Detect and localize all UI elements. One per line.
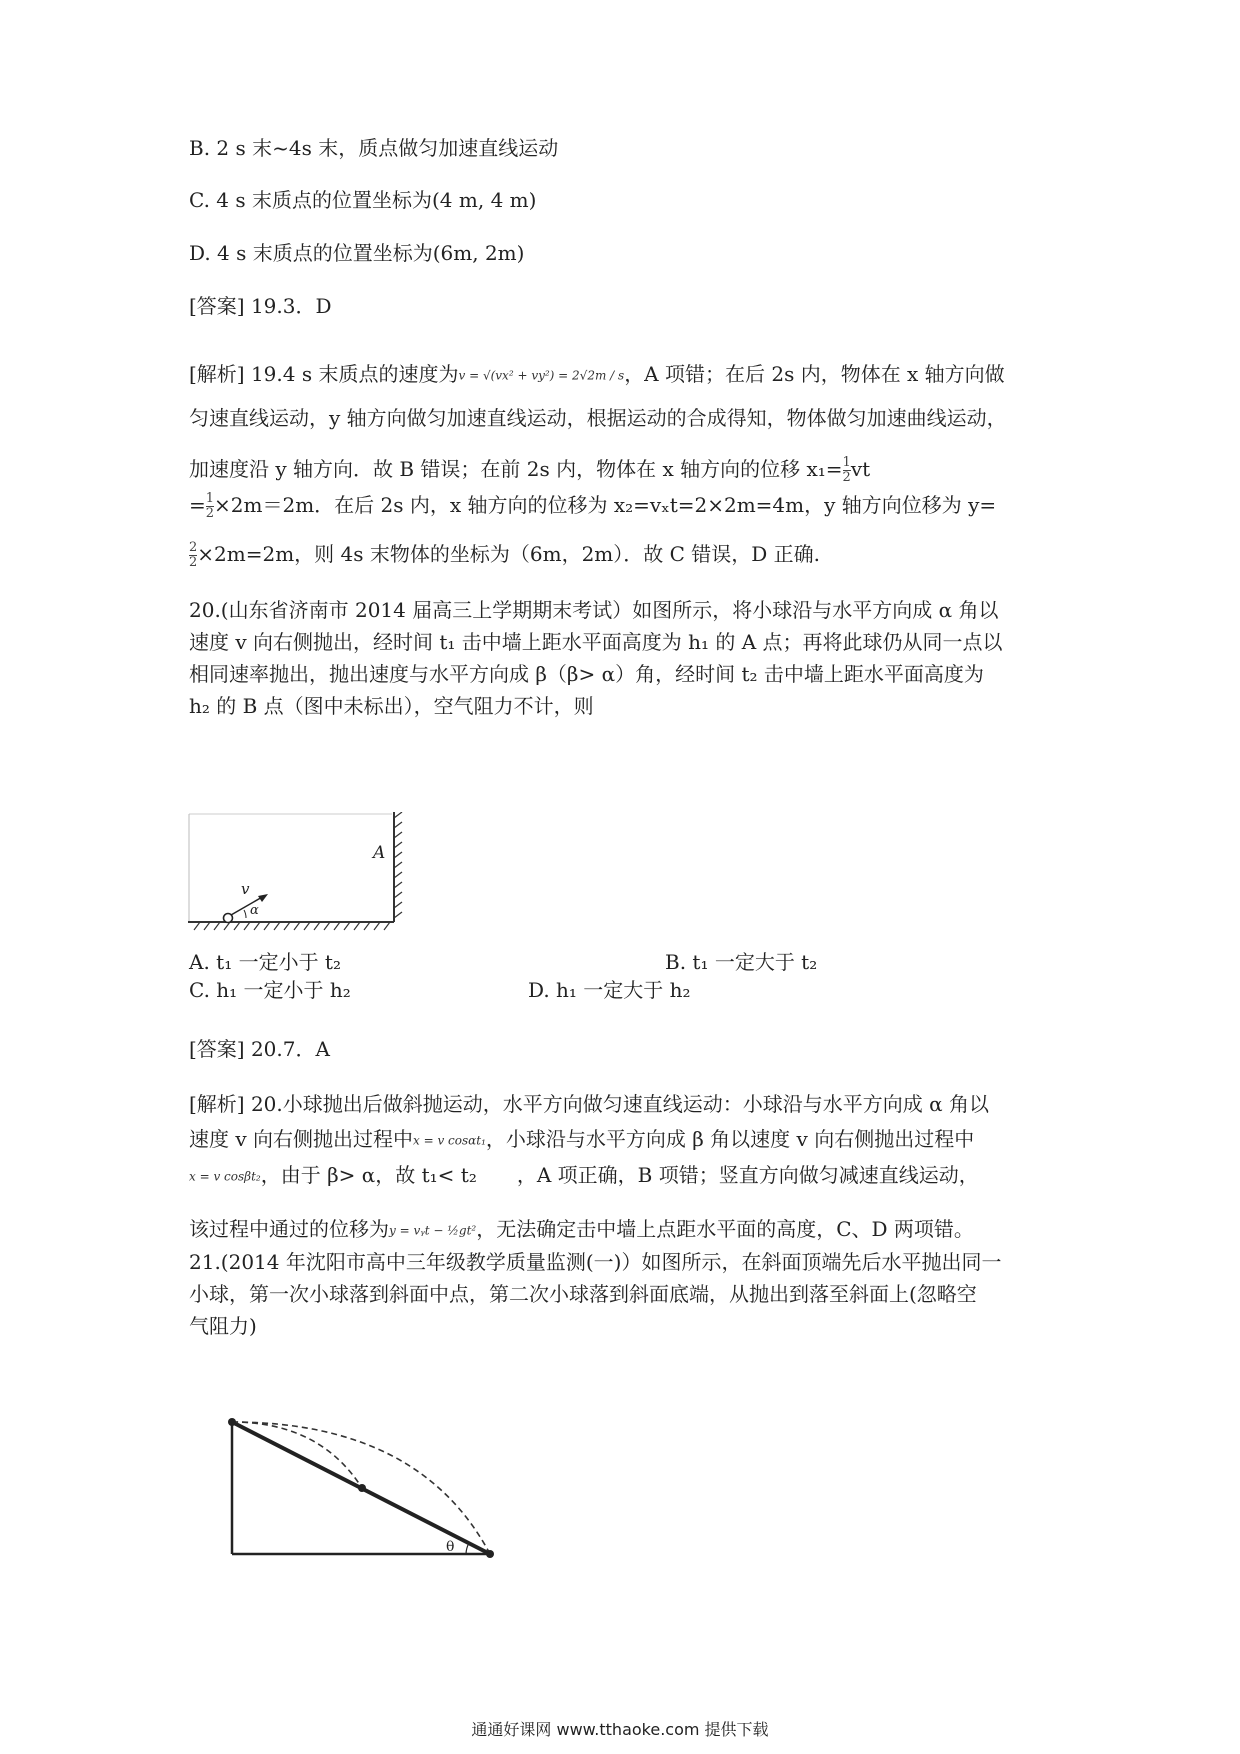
q20-option-c: C. h₁ 一定小于 h₂ <box>189 978 351 1002</box>
q19-analysis-line1 <box>189 362 1005 388</box>
q20-analysis-line1: [解析] 20.小球抛出后做斜抛运动，水平方向做匀速直线运动：小球沿与水平方向成 α 角以 <box>189 1092 989 1116</box>
q19-option-d: D. 4 s 末质点的位置坐标为(6m, 2m) <box>189 241 525 265</box>
q20-analysis-line4 <box>189 1217 974 1243</box>
q19-answer: [答案] 19.3．D <box>189 294 332 318</box>
q19-analysis-text: ×2m=2m，则 4s 末物体的坐标为（6m，2m）．故 C 错误，D 正确. <box>197 542 821 566</box>
q20-analysis-text: 该过程中通过的位移为 <box>189 1217 389 1241</box>
label-a: A <box>373 843 386 863</box>
q20-analysis-text: ，无法确定击中墙上点距水平面的高度，C、D 两项错。 <box>476 1217 974 1241</box>
q19-analysis-line2: 匀速直线运动，y 轴方向做匀加速直线运动，根据运动的合成得知，物体做匀加速曲线运动， <box>189 406 1007 430</box>
q19-option-c: C. 4 s 末质点的位置坐标为(4 m, 4 m) <box>189 188 537 212</box>
page-footer: 通通好课网 www.tthaoke.com 提供下载 <box>471 1720 769 1739</box>
velocity-arrow <box>231 896 264 915</box>
q20-option-d: D. h₁ 一定大于 h₂ <box>528 978 691 1002</box>
q19-analysis-text: ，A 项错；在后 2s 内，物体在 x 轴方向做 <box>624 362 1005 386</box>
q19-analysis-text: ×2m＝2m．在后 2s 内，x 轴方向的位移为 x₂=vₓt=2×2m=4m，y 轴方向位移为 y= <box>214 493 997 517</box>
q20-option-a: A. t₁ 一定小于 t₂ <box>189 950 341 974</box>
label-alpha: α <box>250 903 259 918</box>
q21-figure <box>220 1410 500 1565</box>
fraction-two-halves: $\frac{2}{2}$ <box>189 540 198 570</box>
q19-analysis-text: = <box>189 493 206 517</box>
q19-option-b: B. 2 s 末~4s 末，质点做匀加速直线运动 <box>189 136 559 160</box>
q19-analysis-text: [解析] 19.4 s 末质点的速度为 <box>189 362 459 386</box>
q20-stem-line3: 相同速率抛出，抛出速度与水平方向成 β（β> α）角，经时间 t₂ 击中墙上距水平面高度为 <box>189 662 984 686</box>
q21-stem-line1: 21.(2014 年沈阳市高中三年级教学质量监测(一)）如图所示，在斜面顶端先后水平抛出同一 <box>189 1250 1002 1274</box>
q19-analysis-text: 加速度沿 y 轴方向．故 B 错误；在前 2s 内，物体在 x 轴方向的位移 x₁= <box>189 457 843 481</box>
q20-option-b: B. t₁ 一定大于 t₂ <box>665 950 818 974</box>
formula-x-alpha: x = v cosαt₁ <box>413 1133 486 1148</box>
q19-analysis-line4 <box>189 492 996 521</box>
q20-analysis-text: 速度 v 向右侧抛出过程中 <box>189 1127 414 1151</box>
q20-stem-line1: 20.(山东省济南市 2014 届高三上学期期末考试）如图所示，将小球沿与水平方向成 α 角以 <box>189 598 999 622</box>
q21-stem-line3: 气阻力) <box>189 1314 257 1338</box>
fraction-half: $\frac{1}{2}$ <box>205 491 215 521</box>
label-v: v <box>241 880 250 898</box>
q20-analysis-text: ，由于 β> α，故 t₁< t₂ ，A 项正确，B 项错；竖直方向做匀减速直线运动， <box>260 1163 979 1187</box>
ball-top <box>228 1418 236 1426</box>
q20-answer: [答案] 20.7．A <box>189 1037 330 1061</box>
q21-stem-line2: 小球，第一次小球落到斜面中点，第二次小球落到斜面底端，从抛出到落至斜面上(忽略空 <box>189 1282 977 1306</box>
q20-stem-line2: 速度 v 向右侧抛出，经时间 t₁ 击中墙上距水平面高度为 h₁ 的 A 点；再将此球仍从同一点以 <box>189 630 1003 654</box>
q20-analysis-line3 <box>189 1163 979 1189</box>
formula-x-beta: x = v cosβt₂ <box>189 1169 261 1184</box>
formula-y: y = vᵧt − ½gt² <box>389 1223 477 1238</box>
q20-analysis-line2 <box>189 1127 974 1153</box>
q19-analysis-text: vt <box>850 457 871 481</box>
q20-figure <box>188 812 408 937</box>
fraction-half: $\frac{1}{2}$ <box>842 455 851 485</box>
label-theta: θ <box>446 1539 455 1555</box>
q19-analysis-line3 <box>189 456 870 485</box>
q20-analysis-text: ，小球沿与水平方向成 β 角以速度 v 向右侧抛出过程中 <box>485 1127 975 1151</box>
q20-stem-line4: h₂ 的 B 点（图中未标出），空气阻力不计，则 <box>189 694 594 718</box>
ball-bottom <box>486 1550 494 1558</box>
ball-midpoint <box>358 1484 366 1492</box>
q19-analysis-line5 <box>189 541 820 570</box>
speed-formula: v = √(vx² + vy²) = 2√2m / s <box>458 368 625 383</box>
